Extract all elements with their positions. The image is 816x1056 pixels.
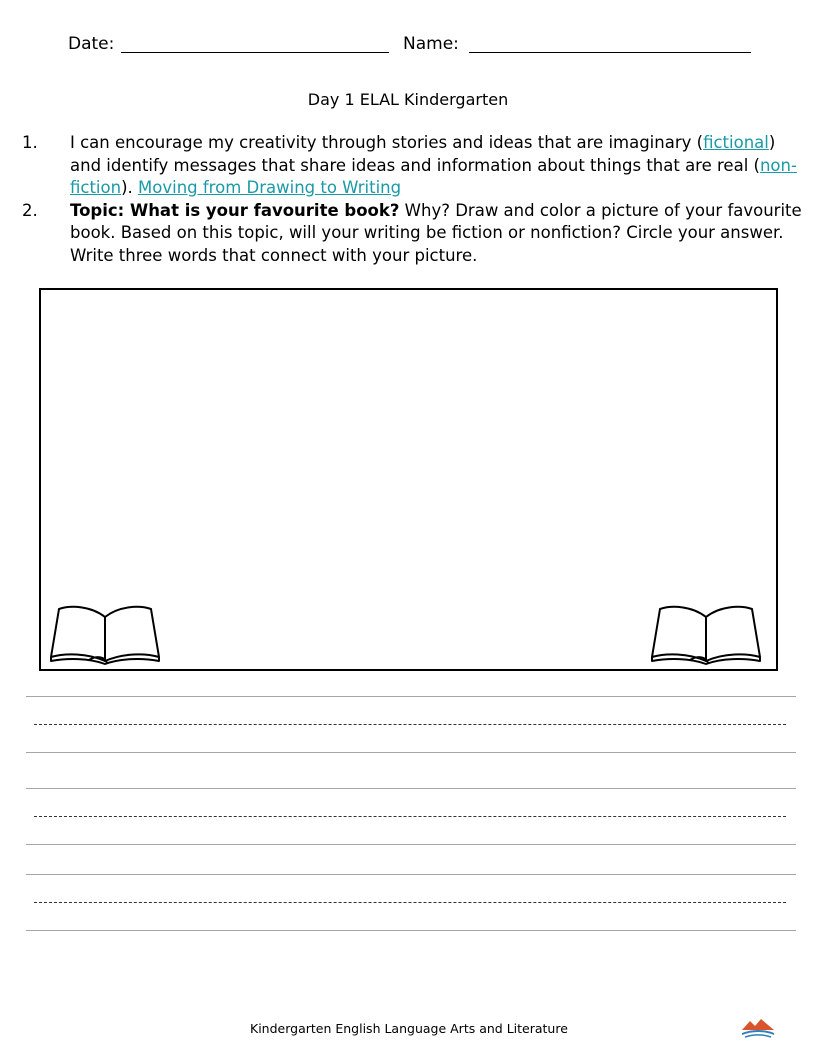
date-label: Date: [68, 34, 115, 54]
text-segment: ). [121, 178, 139, 197]
writing-line-dashed [34, 724, 786, 725]
list-item [22, 132, 802, 200]
writing-line-solid [26, 696, 796, 697]
page-title: Day 1 ELAL Kindergarten [307, 90, 509, 109]
item-number: 2. [22, 200, 38, 220]
mountain-logo [740, 1018, 776, 1038]
writing-line-dashed [34, 816, 786, 817]
name-field[interactable] [469, 52, 751, 53]
writing-line-solid [26, 752, 796, 753]
footer-text: Kindergarten English Language Arts and Literature [250, 1021, 568, 1036]
topic-heading: Topic: What is your favourite book? [70, 200, 400, 220]
link-fictional[interactable]: fictional [703, 133, 769, 152]
date-field[interactable] [121, 52, 389, 53]
writing-line-solid [26, 930, 796, 931]
header-row [0, 30, 816, 60]
text-segment: I can encourage my creativity through stories and ideas that are imaginary ( [70, 133, 704, 152]
list-item [22, 200, 802, 268]
item-text [70, 200, 802, 268]
text-segment: ) and identify messages that share ideas and information about things that are real ( [70, 133, 776, 175]
link-non-fiction[interactable]: non-fiction [70, 155, 797, 197]
writing-line-dashed [34, 902, 786, 903]
item-number: 1. [22, 133, 38, 152]
instructions-list [22, 132, 802, 267]
name-label: Name: [403, 34, 459, 54]
writing-line-solid [26, 844, 796, 845]
item-text [70, 132, 802, 200]
writing-line-solid [26, 874, 796, 875]
open-book-icon [650, 603, 762, 665]
open-book-icon [49, 603, 161, 665]
drawing-box[interactable] [39, 288, 778, 671]
writing-line-solid [26, 788, 796, 789]
link-moving-from-drawing-to-writing[interactable]: Moving from Drawing to Writing [138, 178, 402, 197]
text-segment: Why? Draw and color a picture of your favourite book. Based on this topic, will your writing be fiction or nonfiction? Circle your answer. Write three words that connect with your picture. [70, 200, 802, 265]
